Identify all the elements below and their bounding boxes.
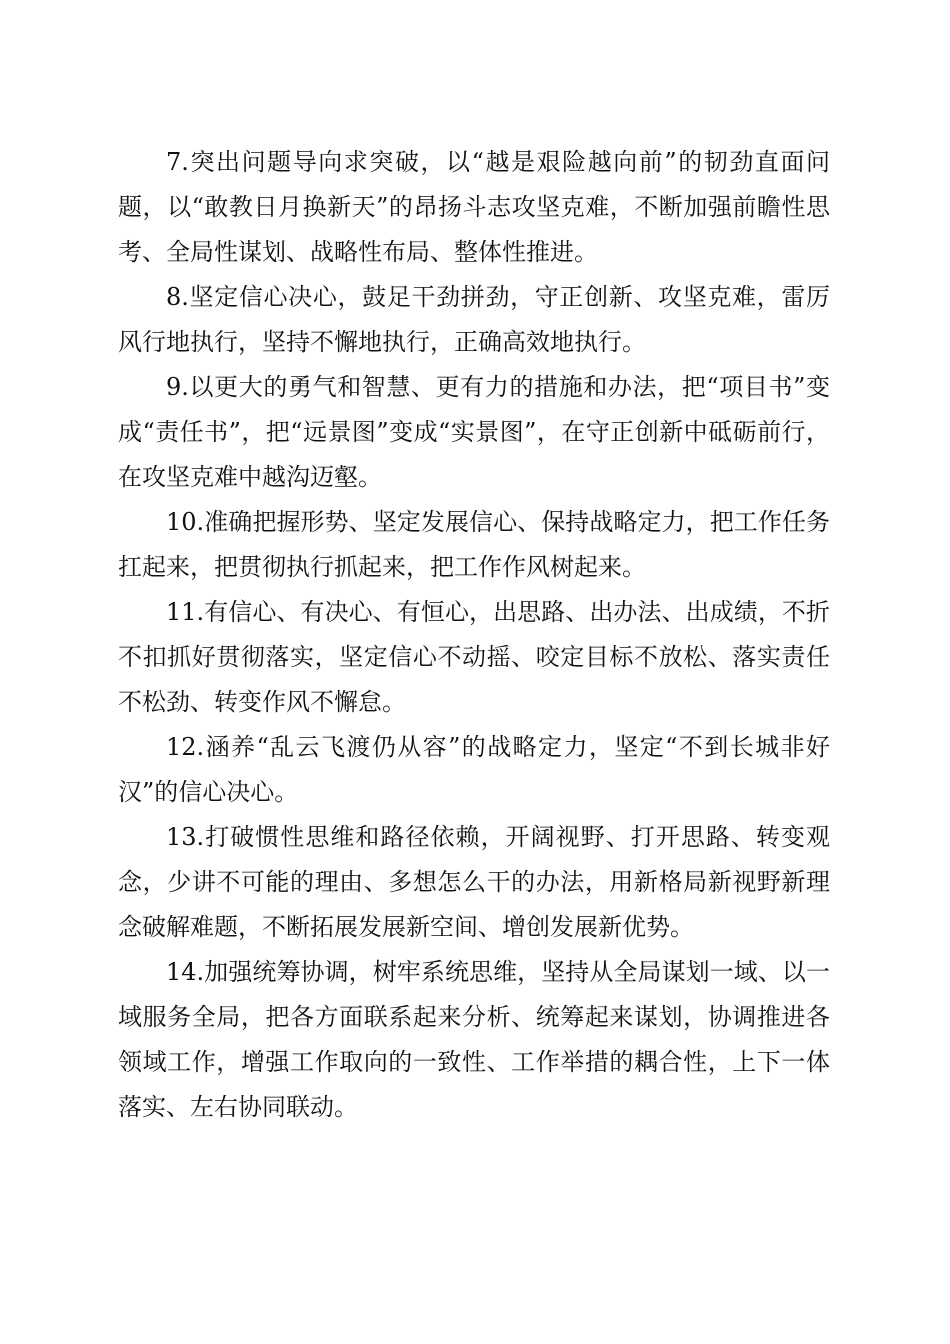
- paragraph-7: 7.突出问题导向求突破，以“越是艰险越向前”的韧劲直面问题，以“敢教日月换新天”的昂扬斗志攻坚克难，不断加强前瞻性思考、全局性谋划、战略性布局、整体性推进。: [118, 148, 830, 266]
- paragraph-13: 13.打破惯性思维和路径依赖，开阔视野、打开思路、转变观念，少讲不可能的理由、多想怎么干的办法，用新格局新视野新理念破解难题，不断拓展发展新空间、增创发展新优势。: [118, 823, 830, 941]
- paragraph-14: 14.加强统筹协调，树牢系统思维，坚持从全局谋划一域、以一域服务全局，把各方面联系起来分析、统筹起来谋划，协调推进各领域工作，增强工作取向的一致性、工作举措的耦合性，上下一体落实、左右协同联动。: [118, 958, 830, 1121]
- paragraph-12: 12.涵养“乱云飞渡仍从容”的战略定力，坚定“不到长城非好汉”的信心决心。: [118, 733, 830, 806]
- document-body: [118, 140, 830, 1130]
- paragraph-11: 11.有信心、有决心、有恒心，出思路、出办法、出成绩，不折不扣抓好贯彻落实，坚定信心不动摇、咬定目标不放松、落实责任不松劲、转变作风不懈怠。: [118, 598, 830, 716]
- paragraph-8: 8.坚定信心决心，鼓足干劲拼劲，守正创新、攻坚克难，雷厉风行地执行，坚持不懈地执行，正确高效地执行。: [118, 283, 830, 356]
- paragraph-9: 9.以更大的勇气和智慧、更有力的措施和办法，把“项目书”变成“责任书”，把“远景图”变成“实景图”，在守正创新中砥砺前行，在攻坚克难中越沟迈壑。: [118, 373, 830, 491]
- paragraph-10: 10.准确把握形势、坚定发展信心、保持战略定力，把工作任务扛起来，把贯彻执行抓起来，把工作作风树起来。: [118, 508, 830, 581]
